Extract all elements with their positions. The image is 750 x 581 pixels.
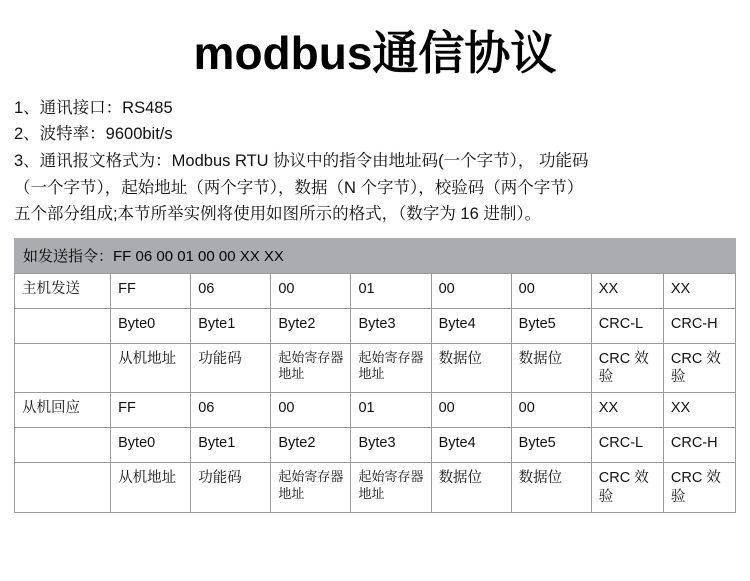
cell: XX [591,393,663,428]
cell: 从机地址 [111,463,191,512]
cell: CRC-L [591,428,663,463]
cell: 数据位 [431,344,511,393]
cell: XX [663,393,735,428]
table-row [15,309,736,344]
row-label [15,344,111,393]
cell: 00 [431,393,511,428]
cell: XX [663,274,735,309]
table-row [15,344,736,393]
cell: CRC 效验 [591,344,663,393]
cell: Byte0 [111,309,191,344]
protocol-table-wrap [14,238,736,513]
cell: Byte4 [431,428,511,463]
row-label [15,428,111,463]
cell: FF [111,393,191,428]
cell: Byte5 [511,309,591,344]
cell: CRC 效验 [663,344,735,393]
table-row [15,428,736,463]
cell: Byte3 [351,428,431,463]
page-title: modbus通信协议 [193,27,557,79]
cell: 01 [351,393,431,428]
cell: CRC-L [591,309,663,344]
table-row [15,393,736,428]
cell: 功能码 [191,463,271,512]
intro-line-5: 五个部分组成;本节所举实例将使用如图所示的格式，（数字为 16 进制）。 [14,205,542,224]
intro-line-4: （一个字节），起始地址（两个字节），数据（N 个字节），校验码（两个字节） [14,178,584,197]
cell: CRC 效验 [591,463,663,512]
cell: CRC-H [663,428,735,463]
table-row [15,274,736,309]
intro-line-2: 2、波特率：9600bit/s [14,125,173,144]
cell: 00 [271,393,351,428]
protocol-table [14,273,736,513]
cell: Byte0 [111,428,191,463]
document-page [0,28,750,581]
cell: 功能码 [191,344,271,393]
cell: FF [111,274,191,309]
cell: 00 [431,274,511,309]
cell: 06 [191,274,271,309]
cell: 00 [271,274,351,309]
cell: Byte4 [431,309,511,344]
cell: CRC 效验 [663,463,735,512]
row-label [15,463,111,512]
cell: Byte1 [191,309,271,344]
cell: Byte5 [511,428,591,463]
intro-line-1: 1、通讯接口：RS485 [14,98,173,117]
row-label: 从机回应 [15,393,111,428]
cell: 起始寄存器地址 [271,463,351,512]
cell: CRC-H [663,309,735,344]
cell: Byte1 [191,428,271,463]
cell: 00 [511,393,591,428]
cell: 数据位 [431,463,511,512]
cell: 从机地址 [111,344,191,393]
cell: Byte3 [351,309,431,344]
table-row [15,463,736,512]
cell: 00 [511,274,591,309]
cell: Byte2 [271,309,351,344]
cell: XX [591,274,663,309]
command-bar: 如发送指令：FF 06 00 01 00 00 XX XX [14,238,736,273]
intro-line-3: 3、通讯报文格式为：Modbus RTU 协议中的指令由地址码(一个字节）， 功能码 [14,152,589,171]
cell: 起始寄存器地址 [271,344,351,393]
cell: 01 [351,274,431,309]
cell: 数据位 [511,463,591,512]
intro-text [14,95,736,229]
cell: Byte2 [271,428,351,463]
row-label [15,309,111,344]
cell: 06 [191,393,271,428]
cell: 数据位 [511,344,591,393]
row-label: 主机发送 [15,274,111,309]
cell: 起始寄存器地址 [351,463,431,512]
cell: 起始寄存器地址 [351,344,431,393]
